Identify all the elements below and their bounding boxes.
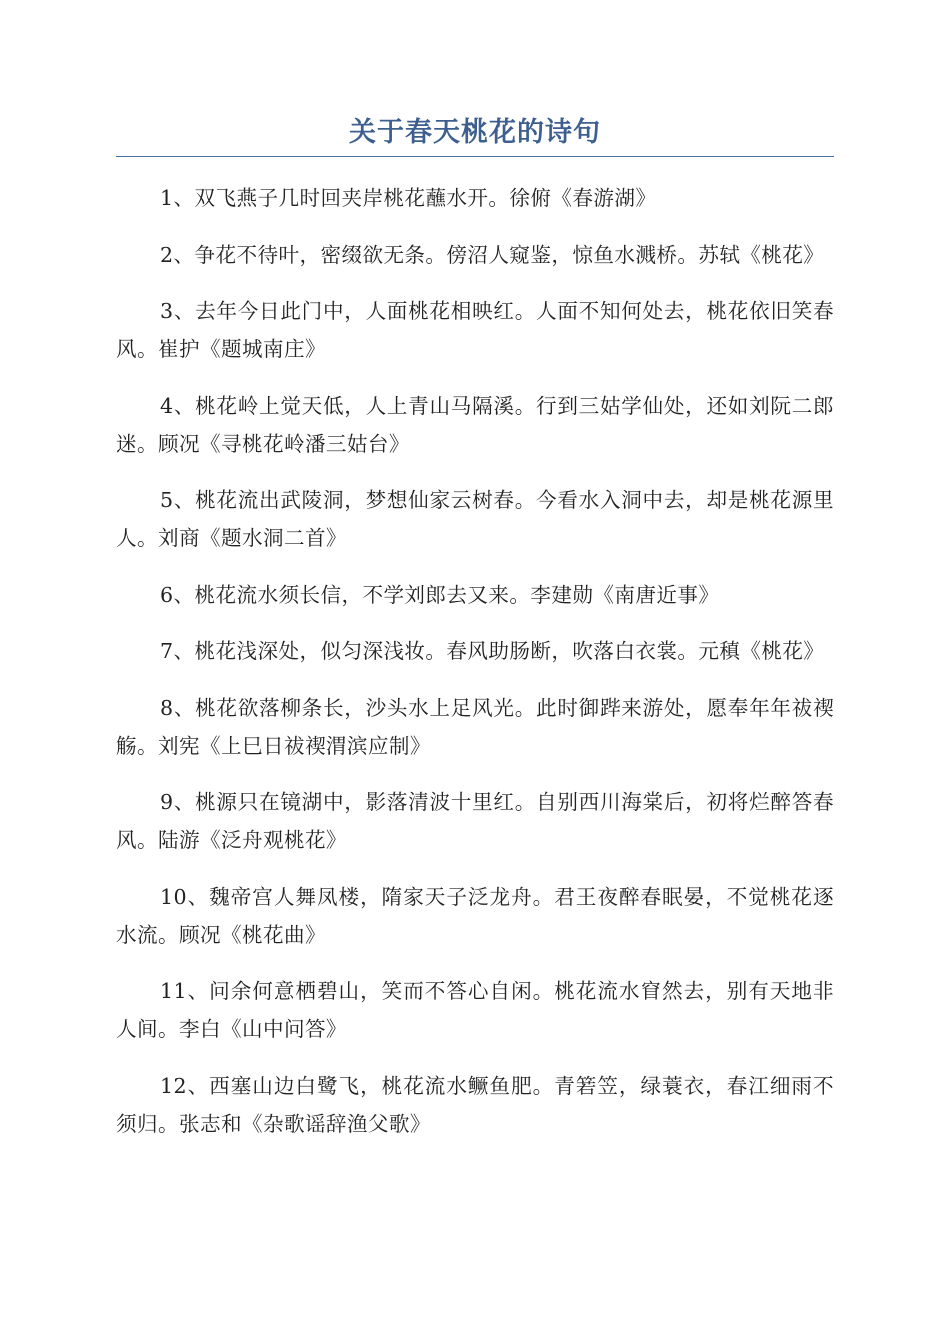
poem-item: 5、桃花流出武陵洞，梦想仙家云树春。今看水入洞中去，却是桃花源里人。刘商《题水洞二首》 bbox=[116, 488, 834, 550]
poem-item: 10、魏帝宫人舞凤楼，隋家天子泛龙舟。君王夜醉春眠晏，不觉桃花逐水流。顾况《桃花曲》 bbox=[116, 884, 834, 947]
poem-item: 6、桃花流水须长信，不学刘郎去又来。李建勋《南唐近事》 bbox=[160, 582, 720, 607]
document-page bbox=[116, 112, 834, 1161]
poem-item: 1、双飞燕子几时回夹岸桃花蘸水开。徐俯《春游湖》 bbox=[160, 186, 657, 210]
poem-item: 7、桃花浅深处，似匀深浅妆。春风助肠断，吹落白衣裳。元稹《桃花》 bbox=[160, 639, 825, 663]
poem-item: 3、去年今日此门中，人面桃花相映红。人面不知何处去，桃花依旧笑春风。崔护《题城南庄》 bbox=[116, 299, 834, 361]
poem-list bbox=[116, 179, 834, 1143]
page-title: 关于春天桃花的诗句 bbox=[349, 117, 601, 148]
poem-item: 11、问余何意栖碧山，笑而不答心自闲。桃花流水窅然去，别有天地非人间。李白《山中问答》 bbox=[116, 979, 834, 1041]
poem-item: 8、桃花欲落柳条长，沙头水上足风光。此时御跸来游处，愿奉年年祓禊觞。刘宪《上巳日祓禊渭滨应制》 bbox=[116, 695, 834, 758]
poem-item: 9、桃源只在镜湖中，影落清波十里红。自别西川海棠后，初将烂醉答春风。陆游《泛舟观桃花》 bbox=[116, 790, 834, 852]
poem-item: 4、桃花岭上觉天低，人上青山马隔溪。行到三姑学仙处，还如刘阮二郎迷。顾况《寻桃花岭潘三姑台》 bbox=[116, 393, 834, 456]
title-underline bbox=[116, 156, 834, 157]
poem-item: 2、争花不待叶，密缀欲无条。傍沼人窥鉴，惊鱼水溅桥。苏轼《桃花》 bbox=[160, 242, 825, 267]
poem-item: 12、西塞山边白鹭飞，桃花流水鳜鱼肥。青箬笠，绿蓑衣，春江细雨不须归。张志和《杂歌谣辞渔父歌》 bbox=[116, 1073, 834, 1136]
